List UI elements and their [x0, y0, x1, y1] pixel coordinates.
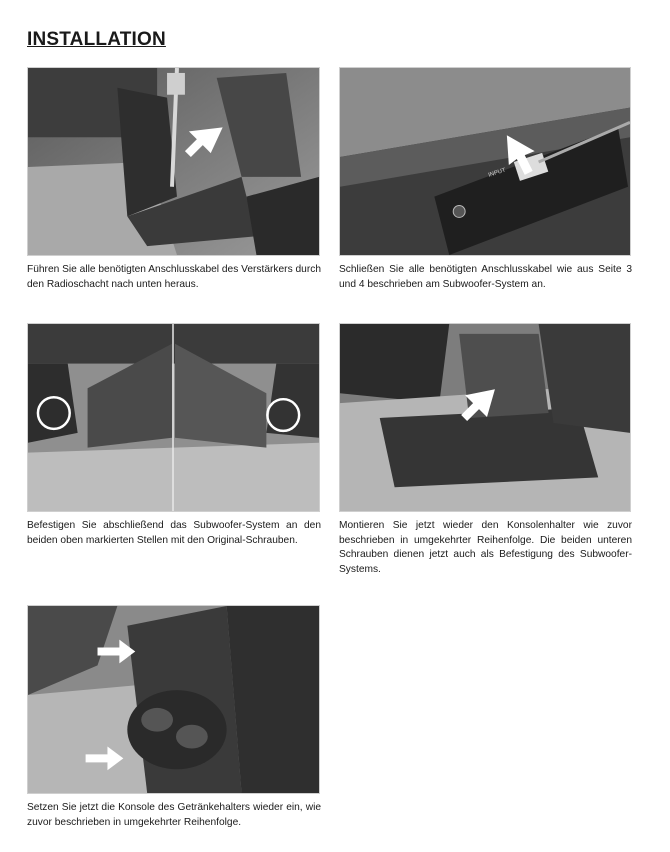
device-label: INPUT [487, 167, 507, 179]
step-4-photo [339, 323, 631, 512]
step-2-photo [339, 67, 631, 256]
step-3-photo [27, 323, 320, 512]
step-5-caption: Setzen Sie jetzt die Konsole des Getränkehalters wieder ein, wie zuvor beschrieben in umgekehrter Reihenfolge. [27, 802, 321, 828]
step-3-caption: Befestigen Sie abschließend das Subwoofer-System an den beiden oben markierten Stellen mit den Original-Schrauben. [27, 520, 321, 546]
step-1-photo [27, 67, 320, 256]
step-1-caption: Führen Sie alle benötigten Anschlusskabel des Verstärkers durch den Radioschacht nach unten heraus. [27, 264, 321, 290]
step-4-caption: Montieren Sie jetzt wieder den Konsolenhalter wie zuvor beschrieben in umgekehrter Reihenfolge. Die beiden unteren Schrauben dienen jetzt auch als Befestigung des Subwoofer-Systems. [339, 520, 632, 575]
page-title: INSTALLATION [27, 29, 166, 50]
step-2-caption: Schließen Sie alle benötigten Anschlusskabel wie aus Seite 3 und 4 beschrieben am Subwoofer-System an. [339, 264, 632, 290]
step-5-photo [27, 605, 320, 794]
